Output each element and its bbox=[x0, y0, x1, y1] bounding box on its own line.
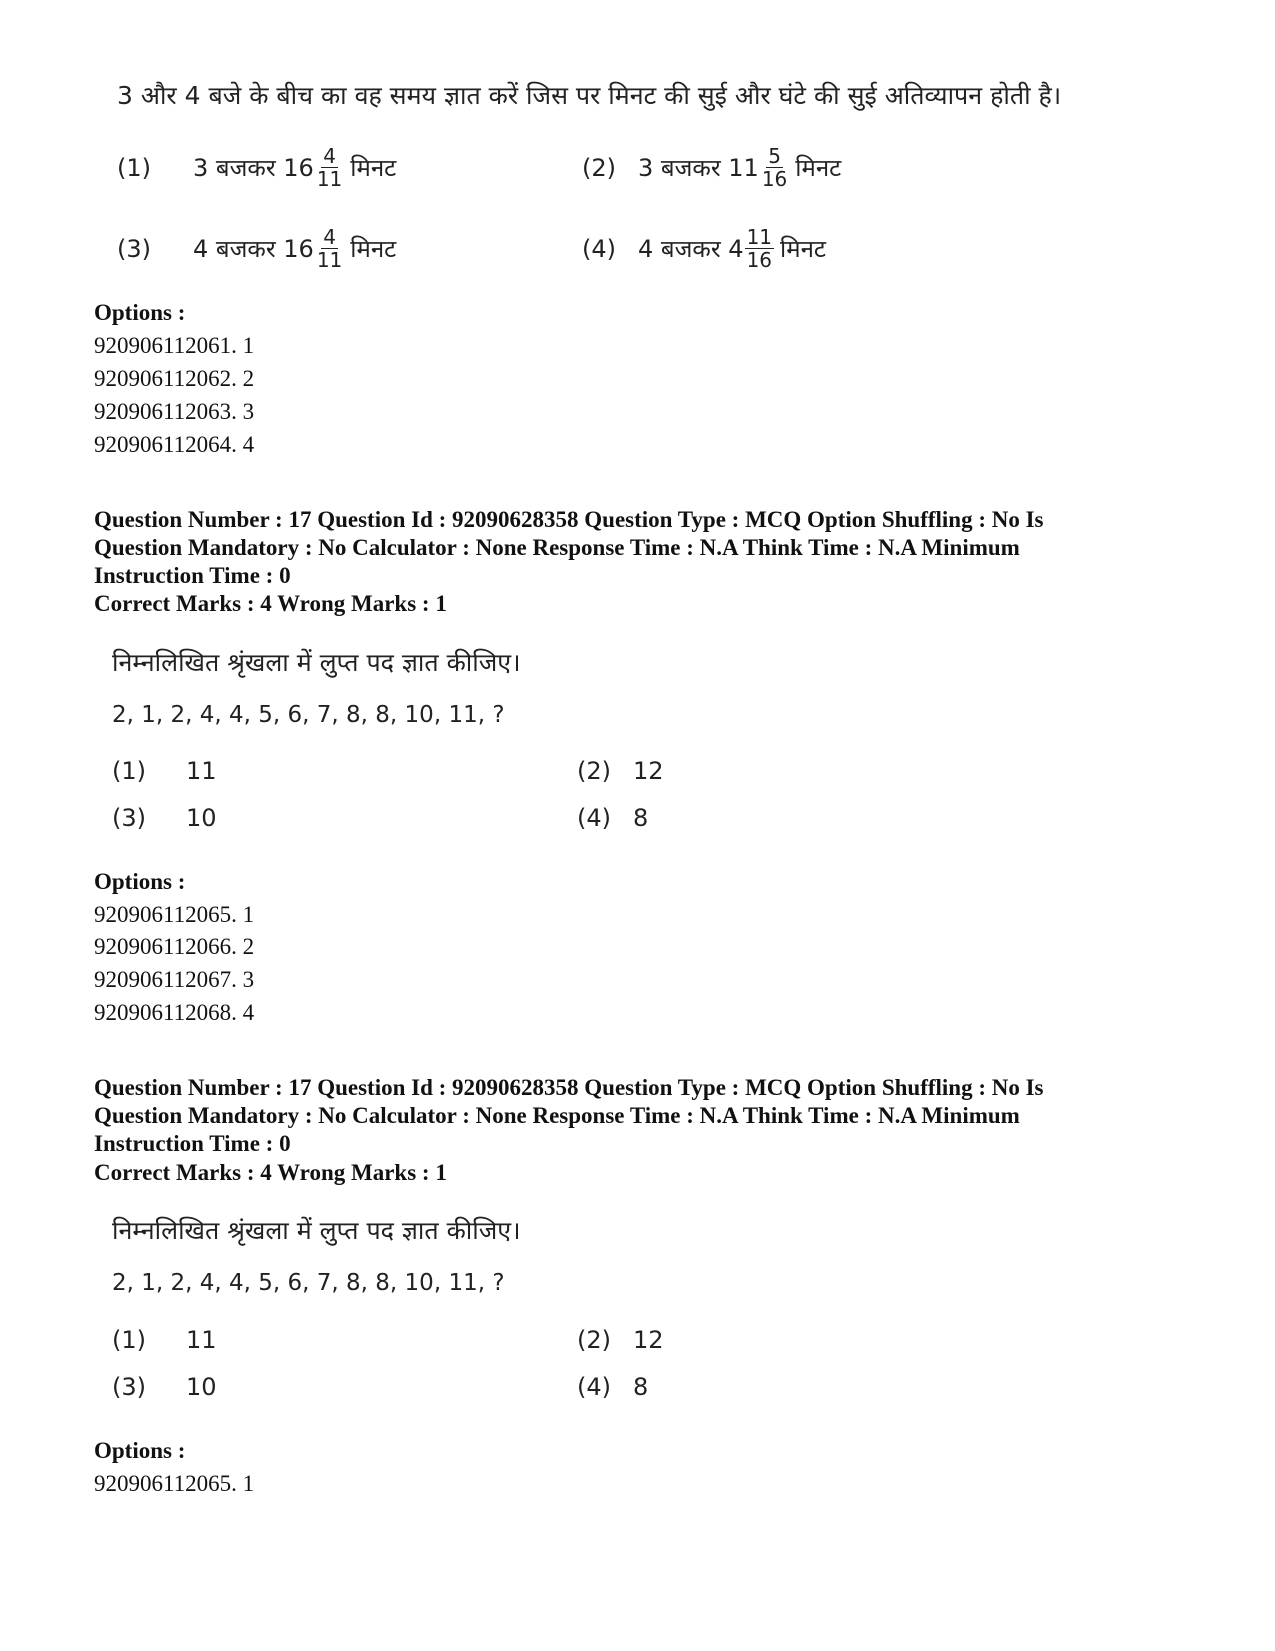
choice-number: (3) bbox=[117, 234, 151, 263]
meta-line: Question Number : 17 Question Id : 92090628358 Question Type : MCQ Option Shuffling : No Is bbox=[94, 507, 1044, 532]
meta-line: Question Number : 17 Question Id : 92090628358 Question Type : MCQ Option Shuffling : No Is bbox=[94, 1075, 1044, 1100]
options-heading: Options : bbox=[94, 300, 186, 325]
choice-number: (1) bbox=[117, 153, 151, 182]
question-meta bbox=[94, 1074, 1204, 1158]
option-id: 920906112065. 1 bbox=[94, 1471, 255, 1496]
choice-3 bbox=[117, 226, 396, 271]
choice-value: 11 bbox=[186, 757, 217, 785]
choice-unit: मिनट bbox=[795, 154, 842, 182]
meta-line: Instruction Time : 0 bbox=[94, 563, 291, 588]
choice-2 bbox=[582, 145, 841, 190]
fraction: $\frac{4}{11}$ bbox=[316, 144, 343, 191]
choice-unit: मिनट bbox=[350, 154, 397, 182]
choice-value: 8 bbox=[633, 804, 649, 832]
choice-unit: मिनट bbox=[350, 235, 397, 263]
choice-4 bbox=[577, 804, 648, 832]
choice-unit: मिनट bbox=[780, 235, 826, 263]
choice-value: 8 bbox=[633, 1373, 649, 1401]
choice-3 bbox=[112, 804, 217, 832]
series-text: 2, 1, 2, 4, 4, 5, 6, 7, 8, 8, 10, 11, ? bbox=[112, 702, 505, 728]
meta-line: Question Mandatory : No Calculator : None Response Time : N.A Think Time : N.A Minimum bbox=[94, 535, 1020, 560]
meta-line: Question Mandatory : No Calculator : None Response Time : N.A Think Time : N.A Minimum bbox=[94, 1103, 1020, 1128]
choice-value: 11 bbox=[186, 1326, 217, 1354]
choice-number: (3) bbox=[112, 804, 146, 832]
fraction: $\frac{11}{16}$ bbox=[746, 225, 773, 272]
choice-1 bbox=[112, 757, 217, 785]
choice-text: 4 बजकर 16 bbox=[193, 235, 314, 263]
fraction: $\frac{4}{11}$ bbox=[316, 225, 343, 272]
choice-1 bbox=[117, 145, 396, 190]
option-id: 920906112067. 3 bbox=[94, 967, 255, 992]
option-id: 920906112068. 4 bbox=[94, 1000, 255, 1025]
question-text: निम्नलिखित श्रृंखला में लुप्त पद ज्ञात कीजिए। bbox=[112, 1216, 521, 1245]
choice-text: 3 बजकर 16 bbox=[193, 154, 314, 182]
choice-number: (2) bbox=[577, 757, 611, 785]
choice-value: 12 bbox=[633, 757, 664, 785]
question-text: 3 और 4 बजे के बीच का वह समय ज्ञात करें जिस पर मिनट की सुई और घंटे की सुई अतिव्यापन होती है। bbox=[117, 81, 1062, 110]
choice-number: (4) bbox=[577, 1373, 611, 1401]
meta-line: Instruction Time : 0 bbox=[94, 1131, 291, 1156]
choice-value: 10 bbox=[186, 1373, 217, 1401]
option-id: 920906112062. 2 bbox=[94, 366, 255, 391]
choice-2 bbox=[577, 1326, 664, 1354]
choice-1 bbox=[112, 1326, 217, 1354]
choice-2 bbox=[577, 757, 664, 785]
option-id: 920906112066. 2 bbox=[94, 934, 255, 959]
choice-3 bbox=[112, 1373, 217, 1401]
option-id: 920906112061. 1 bbox=[94, 333, 255, 358]
choice-4 bbox=[582, 226, 826, 271]
choice-value: 10 bbox=[186, 804, 217, 832]
choice-value: 12 bbox=[633, 1326, 664, 1354]
option-id: 920906112064. 4 bbox=[94, 432, 255, 457]
choice-text: 4 बजकर 4 bbox=[638, 235, 744, 263]
marks-info: Correct Marks : 4 Wrong Marks : 1 bbox=[94, 1160, 447, 1185]
option-id: 920906112063. 3 bbox=[94, 399, 255, 424]
fraction: $\frac{5}{16}$ bbox=[761, 144, 788, 191]
options-heading: Options : bbox=[94, 869, 186, 894]
choice-number: (4) bbox=[582, 234, 616, 263]
choice-number: (2) bbox=[577, 1326, 611, 1354]
choice-text: 3 बजकर 11 bbox=[638, 154, 759, 182]
choice-4 bbox=[577, 1373, 648, 1401]
choice-number: (4) bbox=[577, 804, 611, 832]
option-id: 920906112065. 1 bbox=[94, 902, 255, 927]
choice-number: (1) bbox=[112, 757, 146, 785]
choice-number: (1) bbox=[112, 1326, 146, 1354]
marks-info: Correct Marks : 4 Wrong Marks : 1 bbox=[94, 591, 447, 616]
question-text: निम्नलिखित श्रृंखला में लुप्त पद ज्ञात कीजिए। bbox=[112, 648, 521, 677]
choice-number: (3) bbox=[112, 1373, 146, 1401]
options-heading: Options : bbox=[94, 1438, 186, 1463]
choice-number: (2) bbox=[582, 153, 616, 182]
question-meta bbox=[94, 506, 1204, 590]
series-text: 2, 1, 2, 4, 4, 5, 6, 7, 8, 8, 10, 11, ? bbox=[112, 1270, 505, 1296]
